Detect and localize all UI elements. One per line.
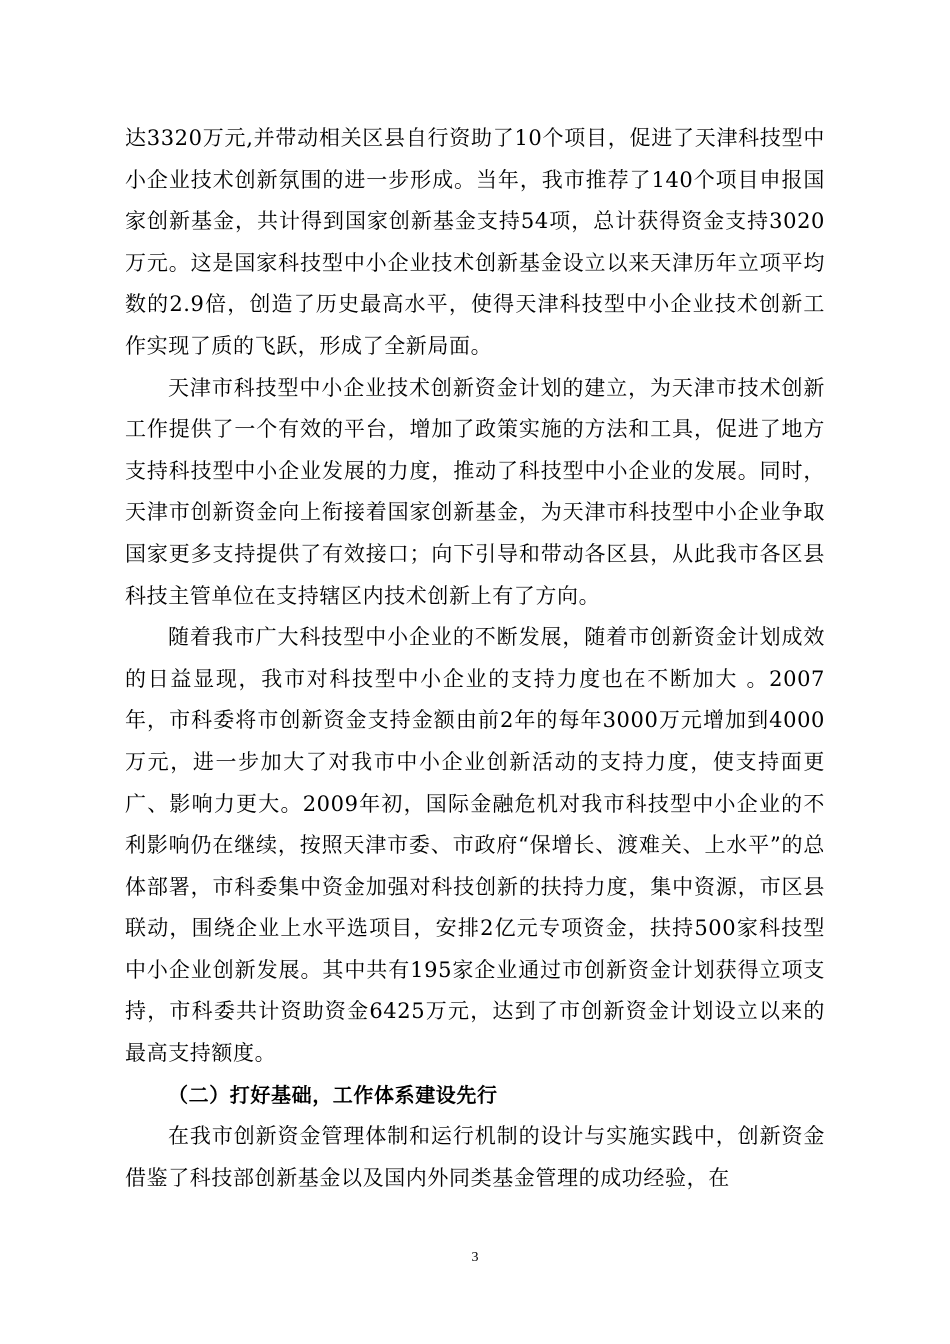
- paragraph-management-system: 在我市创新资金管理体制和运行机制的设计与实施实践中，创新资金借鉴了科技部创新基金以及国内外同类基金管理的成功经验，在: [125, 1124, 825, 1190]
- document-body: [125, 118, 825, 1199]
- paragraph-increased-support: 随着我市广大科技型中小企业的不断发展，随着市创新资金计划成效的日益显现，我市对科技型中小企业的支持力度也在不断加大 。2007年，市科委将市创新资金支持金额由前2年的每年3000万元增加到4000万元，进一步加大了对我市中小企业创新活动的支持力度，使支持面更广、影响力更大。2009年初，国际金融危机对我市科技型中小企业的不利影响仍在继续，按照天津市委、市政府“保增长、渡难关、上水平”的总体部署，市科委集中资金加强对科技创新的扶持力度，集中资源，市区县联动，围绕企业上水平选项目，安排2亿元专项资金，扶持500家科技型中小企业创新发展。其中共有195家企业通过市创新资金计划获得立项支持，市科委共计资助资金6425万元，达到了市创新资金计划设立以来的最高支持额度。: [125, 625, 825, 1066]
- paragraph-innovation-fund-platform: 天津市科技型中小企业技术创新资金计划的建立，为天津市技术创新工作提供了一个有效的平台，增加了政策实施的方法和工具，促进了地方支持科技型中小企业发展的力度，推动了科技型中小企业的发展。同时，天津市创新资金向上衔接着国家创新基金，为天津市科技型中小企业争取国家更多支持提供了有效接口；向下引导和带动各区县，从此我市各区县科技主管单位在支持辖区内技术创新上有了方向。: [125, 375, 825, 608]
- paragraph-continued: 达3320万元,并带动相关区县自行资助了10个项目，促进了天津科技型中小企业技术创新氛围的进一步形成。当年，我市推荐了140个项目申报国家创新基金，共计得到国家创新基金支持54项，总计获得资金支持3020万元。这是国家科技型中小企业技术创新基金设立以来天津历年立项平均数的2.9倍，创造了历史最高水平，使得天津科技型中小企业技术创新工作实现了质的飞跃，形成了全新局面。: [125, 126, 825, 358]
- page-number: 3: [471, 1250, 479, 1265]
- section-heading: （二）打好基础，工作体系建设先行: [168, 1082, 498, 1107]
